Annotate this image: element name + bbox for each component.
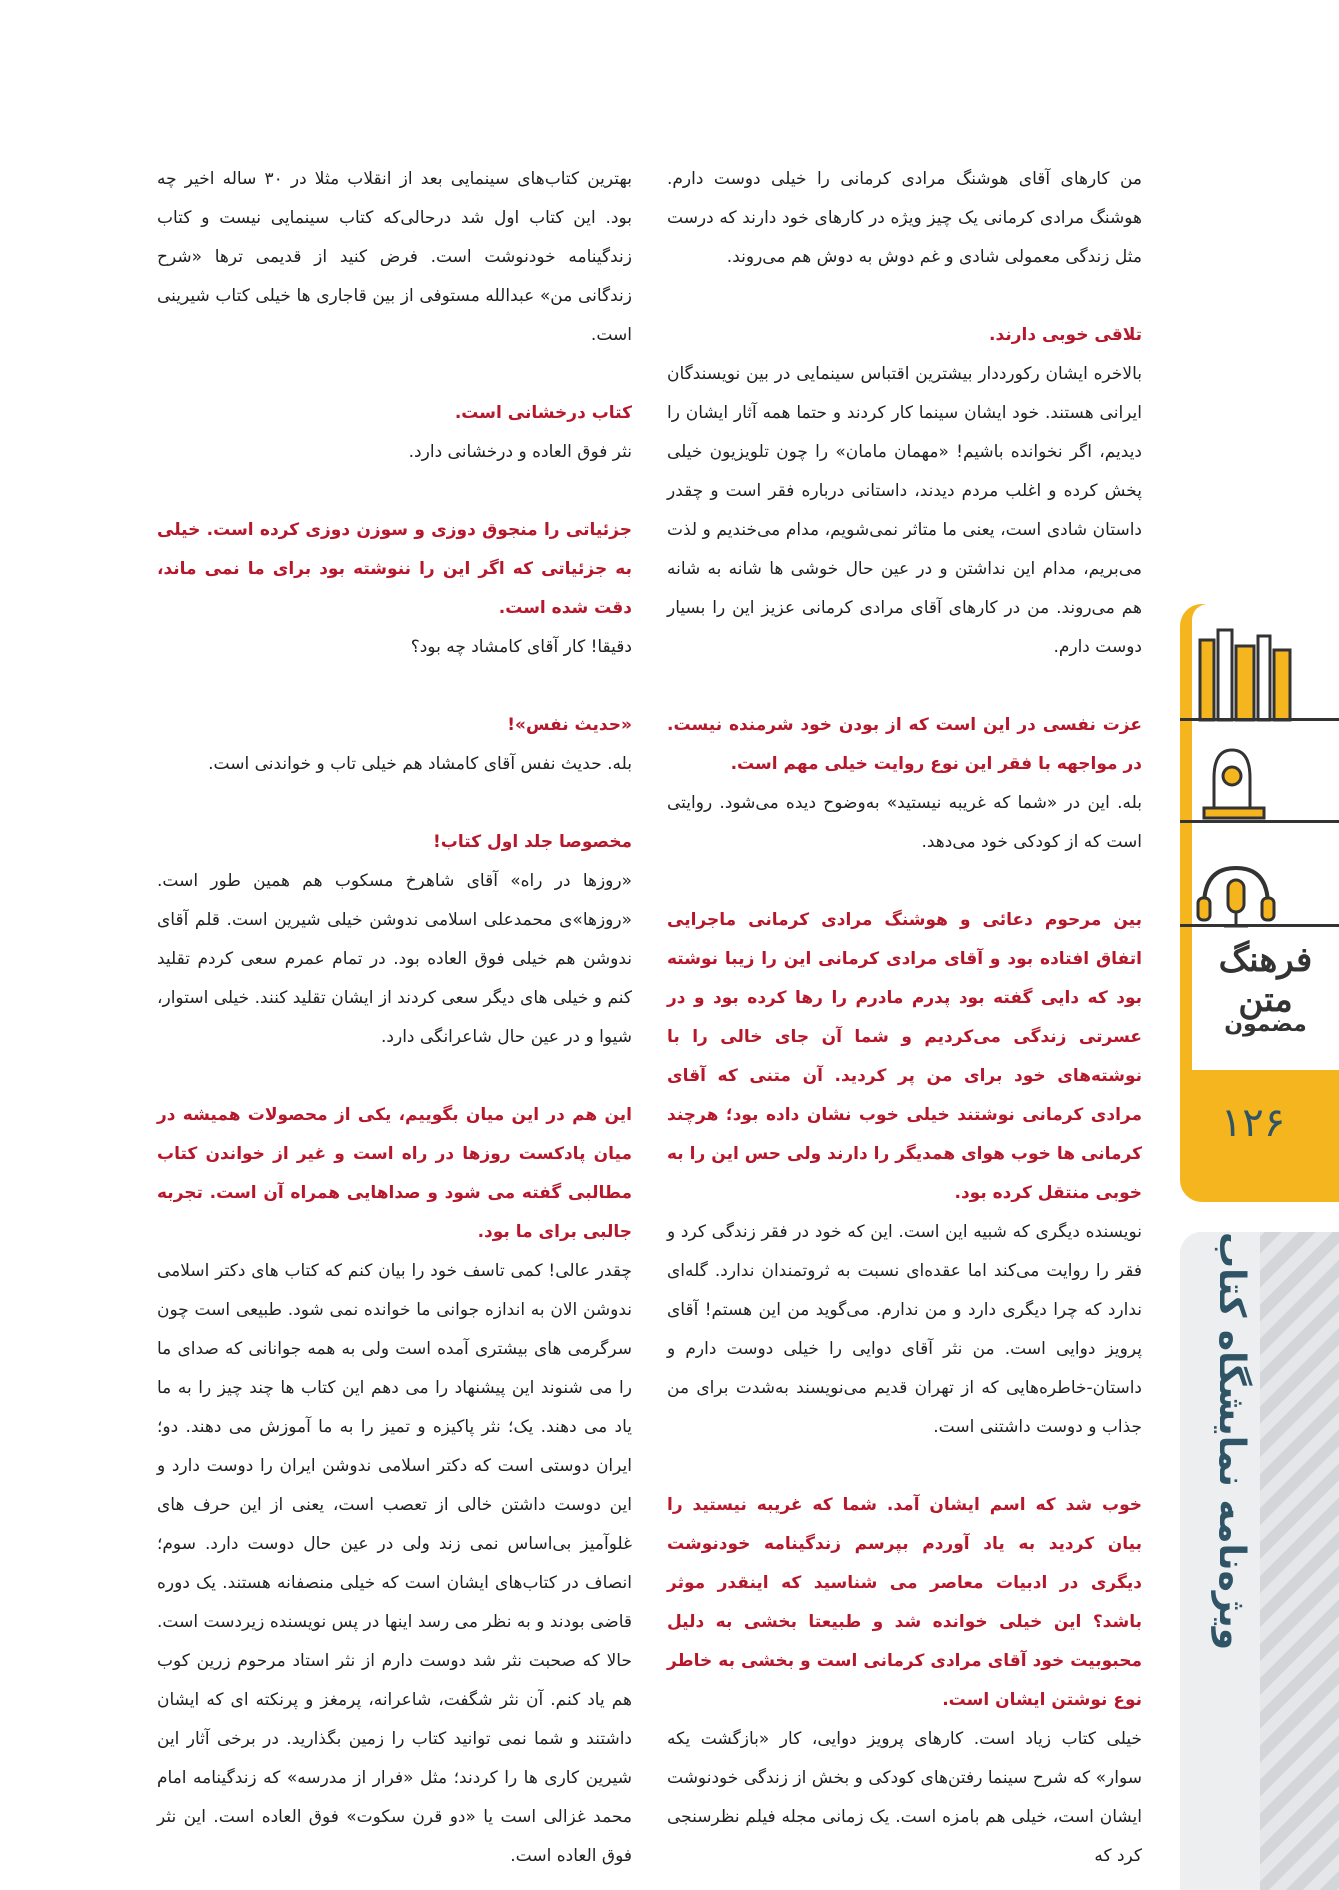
answer-paragraph: چقدر عالی! کمی تاسف خود را بیان کنم که کتاب های دکتر اسلامی ندوشن الان به اندازه جوانی ما خوانده نمی شود. طبیعی است چون سرگرمی های بیشتری آمده است ولی به همه جوانانی که صدای ما را می شنوند این پیشنهاد را می دهم این کتاب ها چند چیز را به ما یاد می دهند. یک؛ نثر پاکیزه و تمیز را به ما آموزش می دهند. دو؛ ایران دوستی است که دکتر اسلامی ندوشن ایران را دوست دارد و این دوست داشتن خالی از تعصب است، یعنی از این حرف های غلوآمیز بی‌اساس نمی زند ولی در عین حال دوست دارد. سوم؛ انصاف در کتاب‌های ایشان است که خیلی منصفانه هستند. یک دوره قاضی بودند و به نظر می رسد اینها در پس نویسنده زیردست است. حالا که صحبت نثر شد دوست دارم از نثر استاد مرحوم زرین کوب هم یاد کنم. آن نثر شگفت، شاعرانه، پرمغز و پرنکته ای که ایشان داشتند و شما نمی توانید کتاب را زمین بگذارید. در برخی آثار این شیرین کاری ها را کردند؛ مثل «فرار از مدرسه» که زندگینامه امام محمد غزالی است یا «دو قرن سکوت» فوق العاده است. این نثر فوق العاده است.: [157, 1261, 632, 1866]
answer-paragraph: بله. حدیث نفس آقای کامشاد هم خیلی تاب و خواندنی است.: [208, 754, 632, 774]
clock-icon: [1192, 738, 1339, 878]
magazine-logo-subtitle: مضمون: [1224, 1012, 1307, 1037]
answer-paragraph: بالاخره ایشان رکورددار بیشترین اقتباس سینمایی در بین نویسندگان ایرانی هستند. خود ایشان سینما کار کردند و حتما همه آثار ایشان را دیدیم، اگر نخوانده باشیم! «مهمان مامان» را چون تلویزیون خیلی پخش کرده و اغلب مردم دیدند، داستانی درباره فقر است و چقدر داستان شادی است، یعنی ما متاثر نمی‌شویم، مدام می‌خندیم و لذت می‌بریم، مدام این نداشتن و در عین حال خوشی ها شانه به شانه هم می‌روند. من در کارهای آقای مرادی کرمانی عزیز این را بسیار دوست دارم.: [667, 364, 1142, 657]
interviewer-question: کتاب درخشانی است.: [454, 403, 632, 423]
right-column: [667, 160, 1142, 1876]
page-number: ۱۲۶: [1220, 1100, 1286, 1146]
issue-title: ویژه‌نامه نمایشگاه کتاب: [1211, 1231, 1252, 1650]
magazine-logo: فرهنگ متن: [1218, 940, 1313, 1020]
interviewer-question: تلاقی خوبی دارند.: [989, 325, 1142, 345]
interviewer-question: خوب شد که اسم ایشان آمد. شما که غریبه نیستید را بیان کردید به یاد آوردم بپرسم زندگینامه خودنوشت دیگری در ادبیات معاصر می شناسید که اینقدر موثر باشد؟ این خیلی خوانده شد و طبیعتا بخشی به دلیل محبوبیت خود آقای مرادی کرمانی است و بخشی به خاطر نوع نوشتن ایشان است.: [667, 1495, 1142, 1710]
interviewer-question: این هم در این میان بگوییم، یکی از محصولات همیشه در میان پادکست روزها در راه است و غیر از خواندن کتاب مطالبی گفته می شود و صداهایی همراه آن است. تجربه جالبی برای ما بود.: [157, 1105, 632, 1242]
interviewer-question: عزت نفسی در این است که از بودن خود شرمنده نیست. در مواجهه با فقر این نوع روایت خیلی مهم است.: [667, 715, 1142, 774]
answer-paragraph: نویسنده دیگری که شبیه این است. این که خود در فقر زندگی کرد و فقر را روایت می‌کند اما عقده‌ای نسبت به ثروتمندان ندارد. گله‌ای ندارد که چرا دیگری دارد و من ندارم. می‌گوید من این هستم! آقای پرویز دوایی است. من نثر آقای دوایی را خیلی دوست دارم و داستان-خاطره‌هایی که از تهران قدیم می‌نویسند به‌شدت برای من جذاب و دوست داشتنی است.: [667, 1222, 1142, 1437]
left-column: [157, 160, 632, 1876]
shelf-divider: [1180, 924, 1339, 927]
answer-paragraph: بله. این در «شما که غریبه نیستید» به‌وضوح دیده می‌شود. روایتی است که از کودکی خود می‌دهد.: [667, 793, 1142, 852]
answer-paragraph: نثر فوق العاده و درخشانی دارد.: [408, 442, 632, 462]
answer-paragraph: خیلی کتاب زیاد است. کارهای پرویز دوایی، کار «بازگشت یکه سوار» که شرح سینما رفتن‌های کودکی و بخش از زندگی خودنوشت ایشان است، خیلی هم بامزه است. یک زمانی مجله فیلم نظرسنجی کرد که: [667, 1729, 1142, 1866]
answer-paragraph: من کارهای آقای هوشنگ مرادی کرمانی را خیلی دوست دارم. هوشنگ مرادی کرمانی یک چیز ویژه در کارهای خود دارند که درست مثل زندگی معمولی شادی و غم دوش به دوش هم می‌روند.: [667, 169, 1142, 267]
shelf-divider: [1180, 820, 1339, 823]
interviewer-question: «حدیث نفس»!: [507, 715, 632, 735]
answer-paragraph: دقیقا! کار آقای کامشاد چه بود؟: [410, 637, 632, 657]
shelf-divider: [1180, 718, 1339, 721]
interviewer-question: جزئیاتی را منجوق دوزی و سوزن دوزی کرده است. خیلی به جزئیاتی که اگر این را ننوشته بود برای ما نمی ماند، دقت شده است.: [157, 520, 632, 618]
answer-paragraph: بهترین کتاب‌های سینمایی بعد از انقلاب مثلا در ۳۰ ساله اخیر چه بود. این کتاب اول شد درحالی‌که کتاب سینمایی نیست و کتاب زندگینامه خودنوشت است. فرض کنید از قدیمی ترها «شرح زندگانی من» عبدالله مستوفی از بین قاجاری ها خیلی کتاب شیرینی است.: [157, 169, 632, 345]
answer-paragraph: «روزها در راه» آقای شاهرخ مسکوب هم همین طور است. «روزها»ی محمدعلی اسلامی ندوشن خیلی شیرین است. قلم آقای ندوشن هم خیلی فوق العاده بود. در تمام عمرم سعی کردم تقلید کنم و خیلی های دیگر سعی کردند از ایشان تقلید کنند. خیلی استوار، شیوا و در عین حال شاعرانگی دارد.: [157, 871, 632, 1047]
interviewer-question: مخصوصا جلد اول کتاب!: [433, 832, 632, 852]
interviewer-question: بین مرحوم دعائی و هوشنگ مرادی کرمانی ماجرایی اتفاق افتاده بود و آقای مرادی کرمانی این را زیبا نوشته بود که دایی گفته بود پدرم مادرم را رها کرده بود و در عسرتی زندگی می‌کردیم و شما آن جای خالی را با نوشته‌های خود برای من پر کردید. آن متنی که آقای مرادی کرمانی نوشتند خیلی خوب نشان داده بود؛ هرچند کرمانی ها خوب هوای همدیگر را دارند ولی حس این را به خوبی منتقل کرده بود.: [667, 910, 1142, 1203]
